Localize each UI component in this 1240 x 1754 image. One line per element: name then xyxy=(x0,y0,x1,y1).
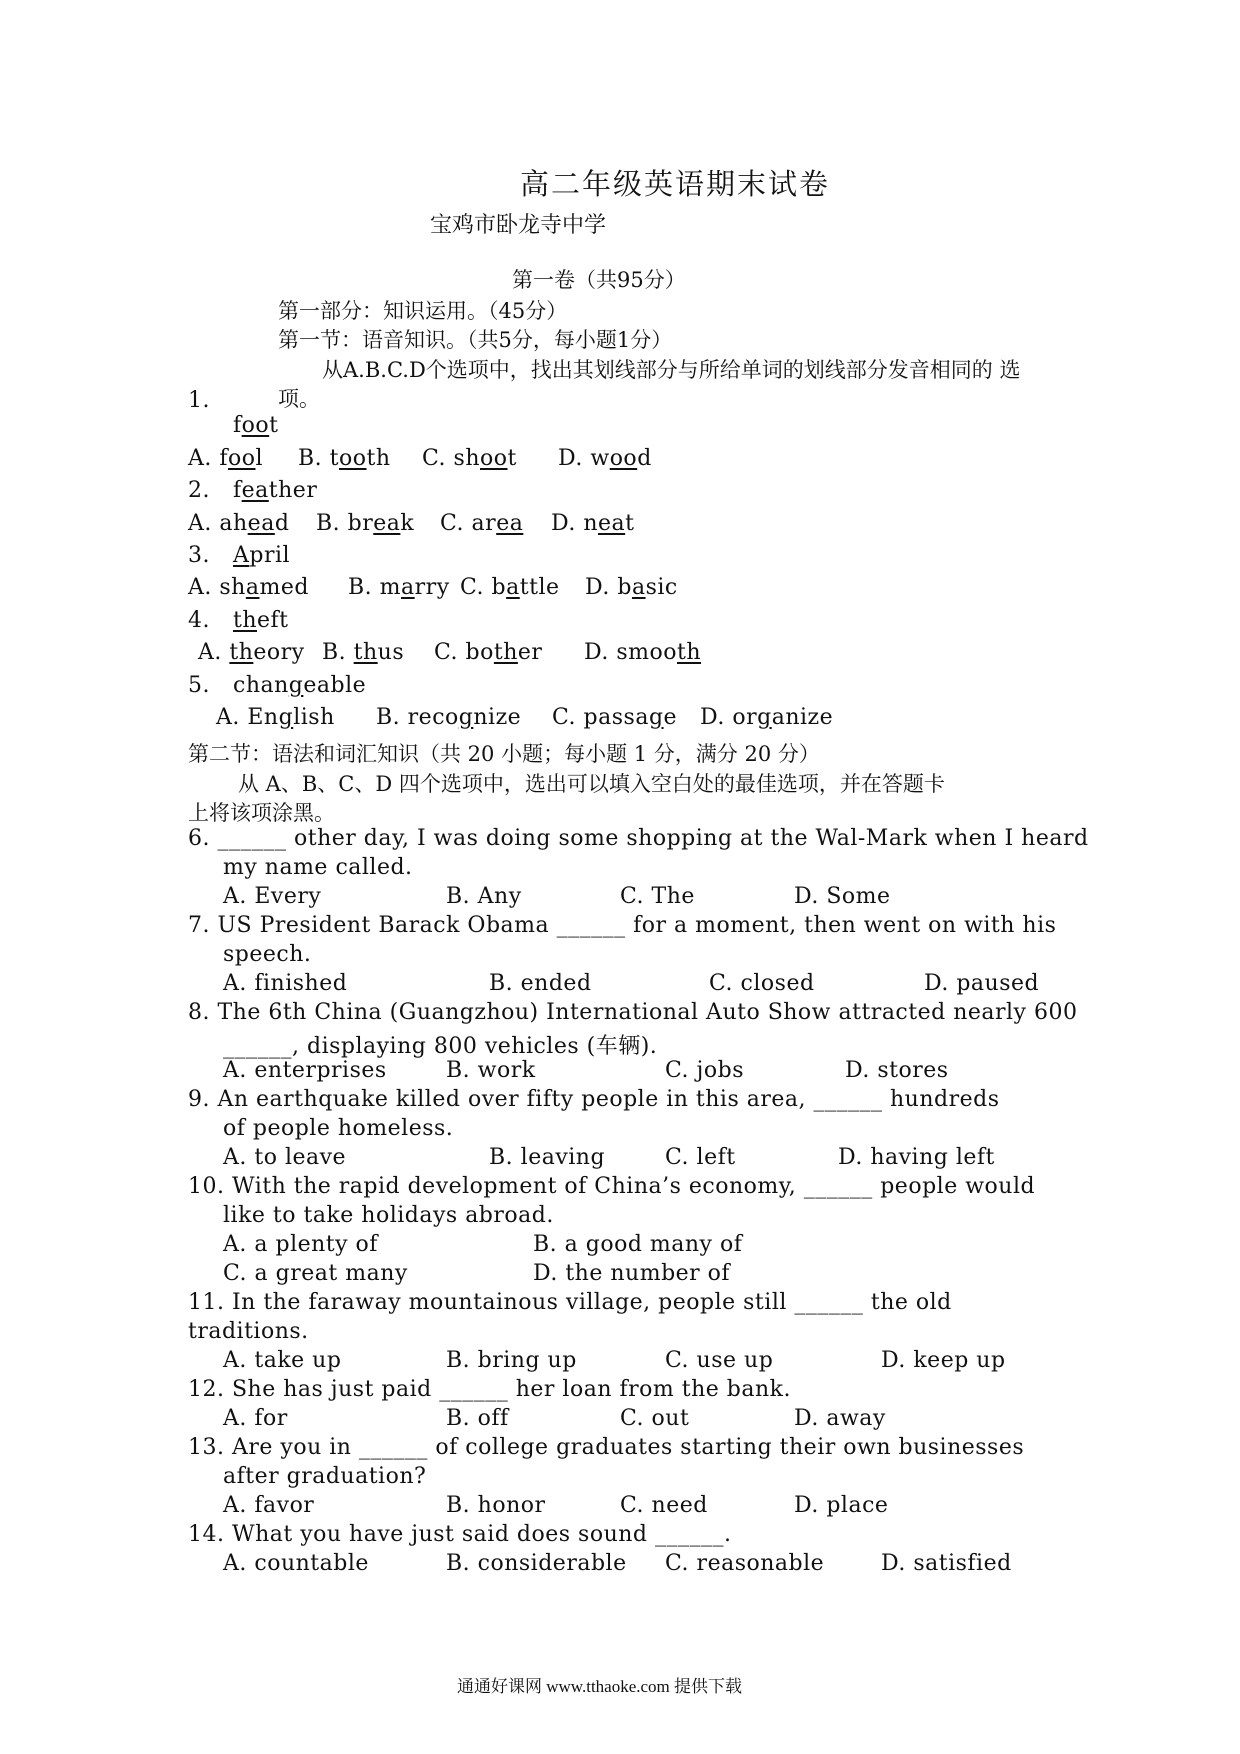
answer-option xyxy=(665,1551,824,1576)
option-text: considerable xyxy=(477,1551,627,1576)
option-word-underlined: g xyxy=(278,705,294,730)
option-letter: D. xyxy=(924,971,957,996)
phonetic-question-number: 5. xyxy=(188,673,210,698)
question-stem xyxy=(188,826,1089,851)
option-text: honor xyxy=(477,1493,546,1518)
option-word xyxy=(617,575,677,600)
answer-option xyxy=(794,1406,886,1431)
option-word-underlined: g xyxy=(648,705,664,730)
phonetic-target-word-post: ther xyxy=(268,478,318,503)
phonetic-target-word-underlined: g xyxy=(288,673,304,698)
option-word-post: l xyxy=(255,446,264,471)
option-word-post: med xyxy=(259,575,309,600)
answer-option xyxy=(446,1551,627,1576)
phonetic-target-word-post: t xyxy=(269,413,279,438)
option-text: stores xyxy=(877,1058,949,1083)
option-word-underlined: oo xyxy=(339,446,367,471)
option-letter: D. xyxy=(845,1058,878,1083)
answer-option xyxy=(223,1145,346,1170)
answer-option xyxy=(620,1406,689,1431)
option-word-pre: passa xyxy=(583,705,649,730)
answer-option xyxy=(794,1493,888,1518)
phonetic-target-word-pre: f xyxy=(233,413,242,438)
phonetic-option xyxy=(198,640,305,665)
option-letter: D. xyxy=(533,1261,566,1286)
option-text: take up xyxy=(254,1348,342,1373)
option-text: place xyxy=(826,1493,889,1518)
option-word-pre: En xyxy=(247,705,279,730)
option-letter: B. xyxy=(489,1145,521,1170)
phonetic-question-number: 3. xyxy=(188,543,210,568)
option-word-pre: t xyxy=(329,446,339,471)
option-text: out xyxy=(651,1406,690,1431)
question-number: 12. xyxy=(188,1377,232,1402)
question-text-cont: like to take holidays abroad. xyxy=(223,1203,554,1228)
option-word-underlined: oo xyxy=(480,446,508,471)
question-number: 10. xyxy=(188,1174,232,1199)
option-word-post: eory xyxy=(253,640,305,665)
option-word xyxy=(219,575,309,600)
option-letter: C. xyxy=(620,1406,652,1431)
option-word-post: us xyxy=(377,640,405,665)
option-letter: D. xyxy=(794,884,827,909)
option-text: favor xyxy=(254,1493,315,1518)
answer-option xyxy=(223,1232,378,1257)
option-text: countable xyxy=(254,1551,369,1576)
option-letter: A. xyxy=(188,446,220,471)
option-word-underlined: th xyxy=(229,640,254,665)
phonetic-target-word-underlined: oo xyxy=(241,413,270,438)
volume-heading: 第一卷（共95分） xyxy=(512,268,686,292)
option-letter: A. xyxy=(223,1232,255,1257)
answer-option xyxy=(446,1406,509,1431)
question-number: 14. xyxy=(188,1522,232,1547)
option-letter: C. xyxy=(620,1493,652,1518)
phonetic-option xyxy=(322,640,404,665)
exam-title: 高二年级英语期末试卷 xyxy=(520,167,831,201)
school-name: 宝鸡市卧龙寺中学 xyxy=(430,213,607,238)
answer-option xyxy=(223,1058,387,1083)
option-letter: C. xyxy=(422,446,454,471)
option-text: bring up xyxy=(477,1348,577,1373)
answer-option xyxy=(446,1058,536,1083)
phonetic-target-word xyxy=(233,478,317,503)
phonetic-option xyxy=(298,446,391,471)
option-word-pre: bo xyxy=(465,640,494,665)
option-word-pre: sh xyxy=(453,446,481,471)
option-letter: C. xyxy=(440,511,472,536)
phonetic-target-word-underlined: th xyxy=(233,608,258,633)
option-word-post: nize xyxy=(473,705,522,730)
option-letter: C. xyxy=(434,640,466,665)
option-letter: C. xyxy=(665,1145,697,1170)
question-number: 7. xyxy=(188,913,218,938)
option-letter: B. xyxy=(446,1493,478,1518)
option-word-underlined: g xyxy=(757,705,772,730)
option-word-pre: or xyxy=(732,705,758,730)
option-word xyxy=(330,446,391,471)
option-word-pre: ah xyxy=(219,511,248,536)
option-text: Some xyxy=(826,884,891,909)
option-letter: B. xyxy=(446,1058,478,1083)
option-letter: C. xyxy=(709,971,741,996)
question-text: What you have just said does sound ______. xyxy=(231,1522,732,1547)
phonetic-option xyxy=(188,446,263,471)
question-text: Are you in ______ of college graduates starting their own businesses xyxy=(231,1435,1025,1460)
option-text: left xyxy=(696,1145,736,1170)
option-word-underlined: g xyxy=(458,705,474,730)
option-word xyxy=(219,511,289,536)
phonetic-option xyxy=(188,575,309,600)
option-text: to leave xyxy=(254,1145,347,1170)
option-letter: B. xyxy=(446,1348,478,1373)
option-word-underlined: th xyxy=(353,640,378,665)
option-letter: D. xyxy=(584,640,617,665)
question-stem xyxy=(188,1174,1035,1199)
answer-option xyxy=(223,1493,314,1518)
option-letter: B. xyxy=(446,1406,478,1431)
option-word-underlined: ea xyxy=(598,511,626,536)
question-text: US President Barack Obama ______ for a moment, then went on with his xyxy=(217,913,1057,938)
option-word xyxy=(616,640,701,665)
option-word-underlined: a xyxy=(631,575,646,600)
option-letter: A. xyxy=(223,884,255,909)
answer-option xyxy=(223,1551,369,1576)
option-word-underlined: a xyxy=(245,575,260,600)
option-word-post: ttle xyxy=(519,575,560,600)
option-letter: A. xyxy=(216,705,248,730)
option-text: ended xyxy=(520,971,592,996)
option-letter: A. xyxy=(188,511,220,536)
question-text: With the rapid development of China’s economy, ______ people would xyxy=(231,1174,1036,1199)
answer-option xyxy=(446,1348,577,1373)
answer-option xyxy=(881,1551,1012,1576)
answer-option xyxy=(845,1058,949,1083)
option-text: off xyxy=(477,1406,509,1431)
option-letter: A. xyxy=(198,640,230,665)
option-text: enterprises xyxy=(254,1058,387,1083)
option-word-underlined: oo xyxy=(228,446,256,471)
option-letter: C. xyxy=(620,884,652,909)
phonetic-option xyxy=(216,705,335,730)
option-letter: D. xyxy=(794,1406,827,1431)
option-word-post: k xyxy=(400,511,415,536)
option-letter: C. xyxy=(552,705,584,730)
phonetic-option xyxy=(585,575,678,600)
option-word xyxy=(454,446,517,471)
page-footer: 通通好课网 www.tthaoke.com 提供下载 xyxy=(457,1677,743,1696)
phonetic-option xyxy=(316,511,414,536)
option-word-post: rry xyxy=(414,575,450,600)
section1-instruction: 从A.B.C.D个选项中，找出其划线部分与所给单词的划线部分发音相同的 选 xyxy=(322,358,1021,382)
phonetic-option xyxy=(558,446,652,471)
answer-option xyxy=(709,971,815,996)
option-word-pre: reco xyxy=(407,705,459,730)
section2-instruction-cont: 上将该项涂黑。 xyxy=(188,801,335,825)
option-word-post: th xyxy=(366,446,391,471)
option-text: satisfied xyxy=(913,1551,1012,1576)
option-letter: B. xyxy=(316,511,348,536)
option-letter: C. xyxy=(665,1551,697,1576)
phonetic-option xyxy=(552,705,677,730)
option-word xyxy=(732,705,833,730)
question-text: ______ other day, I was doing some shopping at the Wal-Mark when I heard xyxy=(217,826,1089,851)
phonetic-option xyxy=(460,575,560,600)
option-text: the number of xyxy=(565,1261,731,1286)
phonetic-option xyxy=(434,640,542,665)
phonetic-question-number: 2. xyxy=(188,478,210,503)
question-text: The 6th China (Guangzhou) International Auto Show attracted nearly 600 xyxy=(217,1000,1078,1025)
answer-option xyxy=(223,1348,341,1373)
phonetic-target-word-underlined: ea xyxy=(241,478,269,503)
option-letter: B. xyxy=(376,705,408,730)
option-text: jobs xyxy=(696,1058,744,1083)
option-word-underlined: ea xyxy=(373,511,401,536)
option-word xyxy=(583,511,634,536)
phonetic-option xyxy=(700,705,833,730)
option-text: away xyxy=(826,1406,886,1431)
answer-option xyxy=(446,884,522,909)
phonetic-question-number: 1. xyxy=(188,388,210,413)
question-number: 6. xyxy=(188,826,218,851)
option-word xyxy=(348,511,415,536)
option-text: for xyxy=(254,1406,288,1431)
question-text-cont: traditions. xyxy=(188,1319,309,1344)
option-word-pre: sh xyxy=(219,575,246,600)
option-letter: D. xyxy=(551,511,584,536)
option-text: use up xyxy=(696,1348,774,1373)
answer-option xyxy=(446,1493,546,1518)
option-word-post: lish xyxy=(293,705,335,730)
option-word-underlined: ea xyxy=(247,511,275,536)
question-text: In the faraway mountainous village, people still ______ the old xyxy=(231,1290,952,1315)
question-stem xyxy=(188,1087,999,1112)
section1-heading: 第一节：语音知识。（共5分，每小题1分） xyxy=(278,328,673,352)
option-text: need xyxy=(651,1493,708,1518)
answer-option xyxy=(665,1348,773,1373)
option-word-post: t xyxy=(507,446,517,471)
phonetic-option xyxy=(440,511,523,536)
question-stem xyxy=(188,913,1056,938)
option-letter: B. xyxy=(446,884,478,909)
option-word xyxy=(466,640,543,665)
question-text-cont: my name called. xyxy=(223,855,413,880)
section2-instruction: 从 A、B、C、D 四个选项中，选出可以填入空白处的最佳选项，并在答题卡 xyxy=(238,772,945,796)
option-text: finished xyxy=(254,971,348,996)
option-word-pre: b xyxy=(617,575,632,600)
answer-option xyxy=(223,884,321,909)
question-text: She has just paid ______ her loan from the bank. xyxy=(231,1377,791,1402)
option-letter: C. xyxy=(223,1261,255,1286)
option-word-underlined: a xyxy=(506,575,520,600)
question-number: 13. xyxy=(188,1435,232,1460)
option-word-pre: w xyxy=(590,446,610,471)
option-letter: C. xyxy=(460,575,492,600)
question-stem xyxy=(188,1000,1077,1025)
phonetic-target-word-pre: chan xyxy=(233,673,289,698)
option-word xyxy=(590,446,651,471)
option-letter: A. xyxy=(223,1551,255,1576)
question-stem xyxy=(188,1522,731,1547)
option-letter: A. xyxy=(223,971,255,996)
option-letter: B. xyxy=(446,1551,478,1576)
question-number: 9. xyxy=(188,1087,218,1112)
option-letter: A. xyxy=(223,1145,255,1170)
section1-instruction-cont: 项。 xyxy=(278,387,320,411)
option-letter: B. xyxy=(533,1232,565,1257)
option-letter: B. xyxy=(298,446,330,471)
option-word xyxy=(584,705,678,730)
question-number: 8. xyxy=(188,1000,218,1025)
option-word-underlined: th xyxy=(677,640,702,665)
option-text: a great many xyxy=(254,1261,408,1286)
question-text: An earthquake killed over fifty people in this area, ______ hundreds xyxy=(217,1087,1000,1112)
option-word-underlined: a xyxy=(401,575,415,600)
question-text-cont: of people homeless. xyxy=(223,1116,454,1141)
phonetic-option xyxy=(188,511,289,536)
answer-option xyxy=(665,1058,744,1083)
phonetic-target-word-post: eable xyxy=(303,673,367,698)
option-word xyxy=(380,575,450,600)
phonetic-target-word xyxy=(233,413,279,438)
option-letter: A. xyxy=(188,575,220,600)
option-letter: D. xyxy=(881,1348,914,1373)
answer-option xyxy=(533,1232,742,1257)
phonetic-option xyxy=(551,511,635,536)
option-word-pre: f xyxy=(219,446,229,471)
phonetic-option xyxy=(376,705,521,730)
answer-option xyxy=(794,884,891,909)
option-text: The xyxy=(651,884,695,909)
phonetic-option xyxy=(422,446,517,471)
option-letter: D. xyxy=(558,446,591,471)
option-letter: B. xyxy=(348,575,380,600)
question-stem xyxy=(188,1377,791,1402)
option-letter: A. xyxy=(223,1493,255,1518)
answer-option xyxy=(223,971,347,996)
option-letter: C. xyxy=(665,1058,697,1083)
option-word-post: anize xyxy=(771,705,834,730)
phonetic-question-number: 4. xyxy=(188,608,210,633)
option-text: a plenty of xyxy=(254,1232,378,1257)
answer-option xyxy=(620,1493,708,1518)
option-word xyxy=(492,575,560,600)
option-word-post: sic xyxy=(645,575,678,600)
part1-heading: 第一部分：知识运用。（45分） xyxy=(278,299,568,323)
option-word xyxy=(247,705,334,730)
option-text: leaving xyxy=(520,1145,606,1170)
phonetic-target-word-pre: f xyxy=(233,478,242,503)
option-text: paused xyxy=(956,971,1040,996)
option-word-pre: ar xyxy=(471,511,497,536)
question-text-cont: ______, displaying 800 vehicles (车辆). xyxy=(223,1034,658,1059)
phonetic-option xyxy=(584,640,701,665)
question-number: 11. xyxy=(188,1290,232,1315)
answer-option xyxy=(665,1145,736,1170)
option-word-post: d xyxy=(274,511,290,536)
option-word-pre: m xyxy=(379,575,402,600)
option-word-pre: br xyxy=(347,511,374,536)
question-text-cont: after graduation? xyxy=(223,1464,427,1489)
option-word-post: d xyxy=(637,446,652,471)
option-word-underlined: oo xyxy=(609,446,638,471)
option-text: having left xyxy=(870,1145,995,1170)
option-letter: D. xyxy=(794,1493,827,1518)
option-word xyxy=(354,640,404,665)
option-text: keep up xyxy=(913,1348,1006,1373)
option-text: a good many of xyxy=(564,1232,743,1257)
option-letter: A. xyxy=(223,1406,255,1431)
option-text: Any xyxy=(477,884,522,909)
option-word xyxy=(408,705,522,730)
option-text: closed xyxy=(740,971,815,996)
option-word-post: t xyxy=(625,511,635,536)
option-letter: B. xyxy=(489,971,521,996)
option-word xyxy=(472,511,524,536)
answer-option xyxy=(223,1261,408,1286)
option-text: work xyxy=(477,1058,536,1083)
option-letter: A. xyxy=(223,1348,255,1373)
option-letter: D. xyxy=(838,1145,871,1170)
option-text: reasonable xyxy=(696,1551,825,1576)
answer-option xyxy=(838,1145,995,1170)
option-letter: A. xyxy=(223,1058,255,1083)
question-text-cont: speech. xyxy=(223,942,312,967)
phonetic-target-word-post: eft xyxy=(257,608,289,633)
option-text: Every xyxy=(254,884,322,909)
question-stem xyxy=(188,1290,952,1315)
option-letter: D. xyxy=(700,705,733,730)
phonetic-option xyxy=(348,575,450,600)
answer-option xyxy=(533,1261,730,1286)
phonetic-target-word-post: pril xyxy=(249,543,291,568)
option-word-pre: n xyxy=(583,511,599,536)
answer-option xyxy=(924,971,1039,996)
option-word xyxy=(229,640,304,665)
option-letter: C. xyxy=(665,1348,697,1373)
option-word-underlined: th xyxy=(493,640,518,665)
answer-option xyxy=(223,1406,288,1431)
phonetic-target-word-underlined: A xyxy=(233,543,250,568)
answer-option xyxy=(620,884,695,909)
phonetic-target-word xyxy=(233,543,290,568)
phonetic-target-word xyxy=(233,673,366,698)
option-word-post: e xyxy=(663,705,678,730)
option-letter: D. xyxy=(585,575,618,600)
option-letter: D. xyxy=(881,1551,914,1576)
section2-heading: 第二节：语法和词汇知识（共 20 小题；每小题 1 分，满分 20 分） xyxy=(188,742,820,766)
phonetic-target-word xyxy=(233,608,289,633)
option-word-pre: smoo xyxy=(616,640,677,665)
option-letter: B. xyxy=(322,640,354,665)
answer-option xyxy=(881,1348,1006,1373)
option-word-pre: b xyxy=(491,575,507,600)
option-word xyxy=(219,446,263,471)
answer-option xyxy=(489,971,592,996)
question-stem xyxy=(188,1435,1024,1460)
answer-option xyxy=(489,1145,605,1170)
option-word-underlined: ea xyxy=(496,511,524,536)
option-word-post: er xyxy=(517,640,543,665)
